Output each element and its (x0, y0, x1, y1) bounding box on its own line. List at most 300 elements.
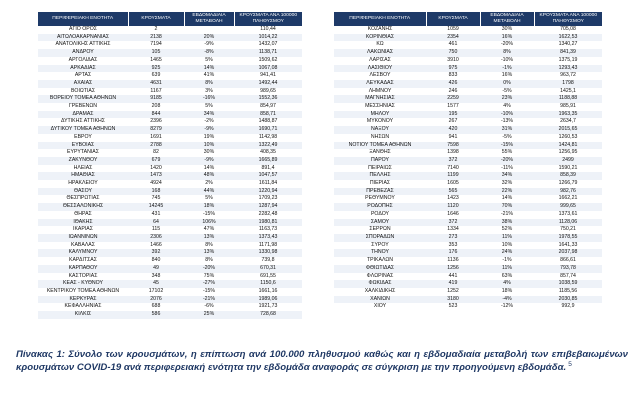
table-row (334, 65, 602, 73)
cell-region: ΠΡΕΒΕΖΑΣ (334, 188, 426, 196)
table-header-row (334, 12, 602, 26)
cell-weekly-change: 13% (184, 234, 234, 242)
cell-region: ΑΙΤΩΛΟΑΚΑΡΝΑΝΙΑΣ (38, 34, 128, 42)
cell-per-100k: 1662,21 (558, 195, 578, 202)
cell-per-100k: 2634,7 (560, 118, 576, 125)
table-row (334, 111, 602, 119)
cell-region: ΣΠΟΡΑΔΩΝ (334, 234, 426, 242)
cell-cases: 975 (426, 65, 480, 73)
cell-weekly-change: -9% (204, 41, 214, 48)
cell-per-100k: 989,65 (260, 87, 276, 94)
cell-weekly-change: 4% (480, 280, 534, 288)
cell-region: ΦΘΙΩΤΙΔΑΣ (334, 265, 426, 273)
cell-weekly-change: 14% (501, 195, 513, 202)
cell-weekly-change: 5% (205, 195, 213, 202)
table-row (334, 219, 602, 227)
table-row (334, 249, 602, 257)
cell-per-100k: 2037,98 (534, 249, 602, 257)
cell-weekly-change: 52% (501, 226, 513, 233)
table-row (334, 211, 602, 219)
cell-cases: 1691 (150, 133, 162, 140)
cell-per-100k: 858,71 (234, 111, 302, 119)
table-row (38, 72, 302, 80)
cell-cases: 523 (448, 303, 458, 310)
cell-per-100k: 963,72 (560, 72, 576, 79)
cell-weekly-change: 47% (203, 226, 215, 233)
cell-region: ΠΑΡΟΥ (334, 157, 426, 165)
cell-weekly-change: -20% (184, 265, 234, 273)
cell-weekly-change: -15% (480, 142, 534, 150)
cell-weekly-change: 0% (480, 80, 534, 88)
cell-cases: 105 (128, 49, 184, 57)
cell-region: ΧΑΝΙΩΝ (334, 296, 426, 304)
table-row (38, 203, 302, 211)
table-row (38, 303, 302, 311)
cell-weekly-change: -20% (480, 157, 534, 165)
cell-cases: 7598 (426, 142, 480, 150)
cell-weekly-change: 18% (501, 287, 513, 294)
cell-region: ΜΑΓΝΗΣΙΑΣ (334, 95, 426, 103)
cell-cases: 348 (151, 272, 161, 279)
cell-per-100k: 857,74 (560, 272, 576, 279)
cell-cases: 426 (426, 80, 480, 88)
cell-weekly-change: -9% (184, 157, 234, 165)
cell-per-100k: 793,78 (534, 265, 602, 273)
cell-per-100k: 1150,6 (234, 280, 302, 288)
cell-region: ΧΙΟΥ (373, 303, 387, 310)
table-row (38, 311, 302, 319)
table-row (38, 265, 302, 273)
cell-cases: 2 (154, 26, 158, 32)
cell-cases: 1334 (447, 226, 459, 233)
cell-region: ΛΕΣΒΟΥ (369, 72, 391, 79)
cell-weekly-change: 23% (480, 95, 534, 103)
cell-weekly-change: 55% (501, 149, 513, 156)
table-row (38, 88, 302, 96)
cell-region: ΦΩΚΙΔΑΣ (334, 280, 426, 288)
header-cases: ΚΡΟΥΣΜΑΤΑ (426, 12, 480, 26)
cell-region: ΘΑΣΟΥ (38, 188, 128, 196)
cell-cases: 461 (448, 41, 458, 48)
cell-cases: 353 (448, 241, 458, 248)
cell-cases: 1605 (447, 180, 459, 187)
cell-cases: 2788 (128, 142, 184, 150)
cell-per-100k: 1622,53 (534, 34, 602, 42)
cell-region: ΚΟΖΑΝΗΣ (367, 26, 393, 32)
cell-weekly-change: 5% (205, 103, 213, 110)
cell-weekly-change: 34% (184, 111, 234, 119)
cell-region: ΝΟΤΙΟΥ ΤΟΜΕΑ ΑΘΗΝΩΝ (334, 142, 426, 150)
table-row (38, 95, 302, 103)
table-row (334, 41, 602, 49)
cell-weekly-change: 8% (480, 49, 534, 57)
table-row (38, 165, 302, 173)
cell-per-100k: 1260,53 (558, 133, 578, 140)
cell-region: ΝΑΞΟΥ (334, 126, 426, 134)
cell-weekly-change: -10% (500, 56, 514, 63)
cell-per-100k: 1014,22 (234, 34, 302, 42)
table-row (38, 280, 302, 288)
cell-per-100k: 891,4 (261, 164, 275, 171)
cell-cases: 1256 (426, 265, 480, 273)
table-header-row (38, 12, 302, 26)
cell-cases: 750 (426, 49, 480, 57)
cell-weekly-change: 11% (480, 234, 534, 242)
table-row (334, 134, 602, 142)
cell-cases: 2354 (426, 34, 480, 42)
cell-cases: 176 (426, 249, 480, 257)
header-region: ΠΕΡΙΦΕΡΕΙΑΚΗ ΕΝΟΤΗΤΑ (38, 12, 128, 26)
cell-per-100k: 728,68 (234, 311, 302, 319)
cell-cases: 419 (426, 280, 480, 288)
cell-region: ΚΟΡΙΝΘΙΑΣ (334, 34, 426, 42)
cell-cases: 3180 (426, 296, 480, 304)
table-row (334, 126, 602, 134)
cell-per-100k: 841,39 (534, 49, 602, 57)
cell-cases: 115 (151, 226, 161, 233)
table-row (334, 149, 602, 157)
cell-cases: 64 (128, 219, 184, 227)
cell-cases: 49 (128, 265, 184, 273)
cell-cases: 1577 (447, 103, 459, 110)
cell-per-100k: 1067,08 (234, 65, 302, 73)
cell-per-100k: 1488,87 (258, 118, 278, 125)
table-row (38, 118, 302, 126)
cell-weekly-change: -13% (500, 118, 514, 125)
cell-per-100k: 2030,85 (534, 296, 602, 304)
cell-weekly-change: 25% (184, 311, 234, 319)
table-row (38, 142, 302, 150)
cell-weekly-change: -9% (184, 126, 234, 134)
cell-weekly-change: 34% (480, 172, 534, 180)
cell-cases: 2396 (150, 118, 162, 125)
cell-weekly-change: 48% (184, 172, 234, 180)
cell-weekly-change: 18% (184, 203, 234, 211)
cell-cases: 9185 (128, 95, 184, 103)
cell-weekly-change: -4% (480, 296, 534, 304)
table-row (334, 303, 602, 311)
cell-region: ΛΑΡΙΣΑΣ (369, 56, 391, 63)
cell-per-100k: 1142,98 (258, 133, 278, 140)
cell-cases: 2076 (128, 296, 184, 304)
cell-region: ΝΗΣΩΝ (370, 133, 390, 140)
table-row (38, 80, 302, 88)
cell-per-100k: 1978,55 (534, 234, 602, 242)
cell-region: ΚΑΒΑΛΑΣ (71, 241, 95, 248)
cell-per-100k: 1293,43 (534, 65, 602, 73)
cell-per-100k: 992,9 (561, 303, 575, 310)
cell-region: ΧΑΛΚΙΔΙΚΗΣ (364, 287, 396, 294)
table-row (334, 188, 602, 196)
table-row (334, 142, 602, 150)
cell-per-100k: 1425,1 (560, 87, 576, 94)
table-row (334, 57, 602, 65)
cell-weekly-change: -12% (500, 303, 514, 310)
cell-weekly-change: 30% (501, 26, 513, 32)
cell-per-100k: 1038,59 (534, 280, 602, 288)
cell-region: ΘΕΣΣΑΛΟΝΙΚΗΣ (38, 203, 128, 211)
cell-weekly-change: -5% (502, 133, 512, 140)
cell-weekly-change: -5% (502, 87, 512, 94)
cell-region: ΗΡΑΚΛΕΙΟΥ (68, 180, 98, 187)
cell-weekly-change: 2% (205, 180, 213, 187)
cell-per-100k: 1980,81 (234, 219, 302, 227)
cell-weekly-change (184, 26, 234, 34)
table-row (38, 180, 302, 188)
cell-per-100k: 1220,94 (234, 188, 302, 196)
cell-region: ΑΧΑΪΑΣ (38, 80, 128, 88)
cell-cases: 1120 (426, 203, 480, 211)
cell-region: ΔΥΤΙΚΟΥ ΤΟΜΕΑ ΑΘΗΝΩΝ (38, 126, 128, 134)
cell-weekly-change: 14% (203, 164, 215, 171)
table-row (334, 103, 602, 111)
cell-per-100k: 691,55 (260, 272, 276, 279)
cell-region: ΚΑΣΤΟΡΙΑΣ (68, 272, 98, 279)
header-per-100k: ΚΡΟΥΣΜΑΤΑ ΑΝΑ 100000 ΠΛΗΘΥΣΜΟΥ (534, 12, 602, 26)
cell-cases: 586 (128, 311, 184, 319)
cell-per-100k: 1709,23 (258, 195, 278, 202)
cell-weekly-change: 16% (480, 34, 534, 42)
table-row (334, 49, 602, 57)
cell-per-100k: 705,08 (560, 26, 576, 32)
cell-cases: 1646 (447, 210, 459, 217)
cell-region: ΛΗΜΝΟΥ (368, 87, 392, 94)
cell-cases: 8279 (128, 126, 184, 134)
cell-weekly-change: 20% (184, 34, 234, 42)
cell-per-100k: 1798 (534, 80, 602, 88)
cell-cases: 1252 (447, 287, 459, 294)
cell-cases: 431 (151, 210, 161, 217)
cell-region: ΙΚΑΡΙΑΣ (73, 226, 93, 233)
cell-cases: 844 (128, 111, 184, 119)
cell-region: ΑΡΓΟΛΙΔΑΣ (68, 56, 98, 63)
cell-per-100k: 858,39 (534, 172, 602, 180)
cell-per-100k: 985,91 (560, 103, 576, 110)
cell-per-100k: 1492,44 (234, 80, 302, 88)
table-row (38, 296, 302, 304)
cell-region: ΓΡΕΒΕΝΩΝ (68, 103, 98, 110)
cell-cases: 420 (426, 126, 480, 134)
cell-cases: 1420 (150, 164, 162, 171)
cell-region: ΛΑΣΙΘΙΟΥ (334, 65, 426, 73)
table-row (38, 234, 302, 242)
cell-region: ΙΩΑΝΝΙΝΩΝ (38, 234, 128, 242)
cell-cases: 941 (448, 133, 458, 140)
cell-region: ΚΕΑΣ - ΚΥΘΝΟΥ (38, 280, 128, 288)
cell-weekly-change: -21% (500, 210, 514, 217)
table-row (38, 257, 302, 265)
cell-region: ΚΙΛΚΙΣ (38, 311, 128, 319)
cell-region: ΣΕΡΡΩΝ (369, 226, 391, 233)
table-row (334, 26, 602, 34)
table-row (334, 165, 602, 173)
cell-weekly-change: 4% (503, 103, 511, 110)
cell-cases: 1465 (150, 56, 162, 63)
table-row (38, 249, 302, 257)
table-row (38, 49, 302, 57)
cell-region: ΚΩ (376, 41, 384, 48)
cell-region: ΗΛΕΙΑΣ (73, 164, 93, 171)
cell-weekly-change: 8% (205, 257, 213, 264)
cell-region: ΡΟΔΟΥ (370, 210, 390, 217)
table-row (334, 280, 602, 288)
table-row (334, 195, 602, 203)
cell-per-100k: 1171,98 (258, 241, 278, 248)
header-per-100k: ΚΡΟΥΣΜΑΤΑ ΑΝΑ 100000 ΠΛΗΘΥΣΜΟΥ (234, 12, 302, 26)
table-row (38, 188, 302, 196)
table-row (334, 34, 602, 42)
table-row (38, 65, 302, 73)
cell-weekly-change: -15% (202, 210, 216, 217)
header-weekly-change: ΕΒΔΟΜΑΔΙΑΙΑ ΜΕΤΑΒΟΛΗ (184, 12, 234, 26)
cell-weekly-change: -27% (184, 280, 234, 288)
table-row (334, 88, 602, 96)
cell-per-100k: 854,97 (260, 103, 276, 110)
cell-cases: 17102 (148, 287, 164, 294)
cell-cases: 195 (426, 111, 480, 119)
cell-per-100k: 1590,21 (558, 164, 578, 171)
cell-region: ΚΑΛΥΜΝΟΥ (38, 249, 128, 257)
caption-text: Πίνακας 1: Σύνολο των κρουσμάτων, η επίπτωση ανά 100.000 πληθυσμού καθώς και η εβδομαδιαία μεταβολή των επιβεβαιωμένων κρουσμάτων COVID-19 ανά περιφερειακή ενότητα την εβδομάδα αναφοράς σε σύγκριση με την προηγούμενη εβδομάδα. (16, 349, 628, 373)
cell-cases: 745 (151, 195, 161, 202)
cell-cases: 1398 (447, 149, 459, 156)
table-row (38, 226, 302, 234)
cell-region: ΛΑΚΩΝΙΑΣ (334, 49, 426, 57)
cell-region: ΕΒΡΟΥ (74, 133, 92, 140)
cell-per-100k: 1188,88 (534, 95, 602, 103)
cell-per-100k: 110,44 (260, 26, 276, 32)
table-row (38, 172, 302, 180)
cell-cases: 7140 (447, 164, 459, 171)
table-row (38, 273, 302, 281)
cell-per-100k: 1047,57 (234, 172, 302, 180)
cell-weekly-change: 24% (480, 249, 534, 257)
cell-per-100k: 1690,71 (234, 126, 302, 134)
cell-per-100k: 1509,62 (258, 56, 278, 63)
cell-weekly-change: -16% (184, 95, 234, 103)
cell-per-100k: 1138,71 (234, 49, 302, 57)
cell-per-100k: 1373,43 (234, 234, 302, 242)
cell-region: ΣΥΡΟΥ (371, 241, 389, 248)
cell-weekly-change: 31% (480, 126, 534, 134)
cell-region: ΘΗΡΑΣ (74, 210, 92, 217)
table-row (334, 257, 602, 265)
cell-weekly-change: -6% (204, 303, 214, 310)
table-row (334, 273, 602, 281)
cell-region: ΚΕΝΤΡΙΚΟΥ ΤΟΜΕΑ ΑΘΗΝΩΝ (46, 287, 120, 294)
cell-per-100k: 1340,27 (558, 41, 578, 48)
cases-table-right (334, 12, 602, 311)
table-row (38, 149, 302, 157)
cell-weekly-change: -10% (480, 111, 534, 119)
cell-region: ΛΕΥΚΑΔΑΣ (334, 80, 426, 88)
table-row (334, 226, 602, 234)
table-row (38, 111, 302, 119)
cell-region: ΚΕΡΚΥΡΑΣ (38, 296, 128, 304)
cell-per-100k: 408,35 (260, 149, 276, 156)
cell-region: ΑΝΔΡΟΥ (38, 49, 128, 57)
cell-per-100k: 2499 (534, 157, 602, 165)
table-row (334, 80, 602, 88)
cell-cases: 1466 (150, 241, 162, 248)
cell-weekly-change: -21% (184, 296, 234, 304)
cell-weekly-change: 19% (203, 133, 215, 140)
cell-cases: 273 (426, 234, 480, 242)
cell-per-100k: 1963,35 (534, 111, 602, 119)
table-row (334, 72, 602, 80)
cell-cases: 441 (448, 272, 458, 279)
cell-weekly-change: 106% (184, 219, 234, 227)
cell-cases: 267 (448, 118, 458, 125)
cell-cases: 1059 (447, 26, 459, 32)
cell-cases: 372 (426, 157, 480, 165)
table-row (38, 157, 302, 165)
cell-cases: 208 (151, 103, 161, 110)
table-row (38, 103, 302, 111)
cell-region: ΞΑΝΘΗΣ (369, 149, 391, 156)
cell-region: ΑΓΙΟ ΟΡΟΣ (69, 26, 97, 32)
cell-per-100k: 1256,95 (558, 149, 578, 156)
cell-region: ΔΡΑΜΑΣ (38, 111, 128, 119)
cell-weekly-change: 11% (480, 265, 534, 273)
cell-region: ΚΕΦΑΛΛΗΝΙΑΣ (64, 303, 102, 310)
table-row (38, 26, 302, 34)
cell-cases: 45 (128, 280, 184, 288)
table-row (38, 219, 302, 227)
cell-per-100k: 1552,36 (234, 95, 302, 103)
cell-cases: 1423 (447, 195, 459, 202)
cell-region: ΖΑΚΥΝΘΟΥ (38, 157, 128, 165)
cell-region: ΕΥΒΟΙΑΣ (38, 142, 128, 150)
cell-per-100k: 670,31 (234, 265, 302, 273)
cell-weekly-change: 22% (480, 188, 534, 196)
table-row (38, 134, 302, 142)
cell-region: ΦΛΩΡΙΝΑΣ (366, 272, 394, 279)
cell-cases: 392 (128, 249, 184, 257)
cell-region: ΜΥΚΟΝΟΥ (366, 118, 394, 125)
table-row (334, 242, 602, 250)
cell-per-100k: 750,21 (560, 226, 576, 233)
table-row (334, 288, 602, 296)
cell-per-100k: 866,61 (560, 257, 576, 264)
cell-cases: 840 (151, 257, 161, 264)
cell-cases: 1199 (426, 172, 480, 180)
cell-cases: 639 (151, 72, 161, 79)
table-body-right (334, 26, 602, 311)
cell-weekly-change: 30% (203, 149, 215, 156)
cell-weekly-change: 10% (184, 142, 234, 150)
cell-cases: 679 (128, 157, 184, 165)
cell-weekly-change: 8% (184, 80, 234, 88)
cell-cases: 4924 (150, 180, 162, 187)
cell-weekly-change: 70% (480, 203, 534, 211)
cell-cases: 925 (128, 65, 184, 73)
table-row (334, 172, 602, 180)
cell-cases: 1136 (447, 257, 459, 264)
cell-per-100k: 941,41 (260, 72, 276, 79)
cell-per-100k: 1921,73 (258, 303, 278, 310)
cell-weekly-change: 32% (501, 180, 513, 187)
cell-per-100k: 1163,73 (258, 226, 278, 233)
cell-weekly-change: -15% (202, 287, 216, 294)
cell-weekly-change: 13% (184, 249, 234, 257)
cell-weekly-change: -2% (204, 118, 214, 125)
cell-cases: 1167 (150, 87, 162, 94)
table-row (38, 41, 302, 49)
cell-region: ΤΗΝΟΥ (334, 249, 426, 257)
cell-per-100k: 1322,49 (234, 142, 302, 150)
table-row (334, 234, 602, 242)
